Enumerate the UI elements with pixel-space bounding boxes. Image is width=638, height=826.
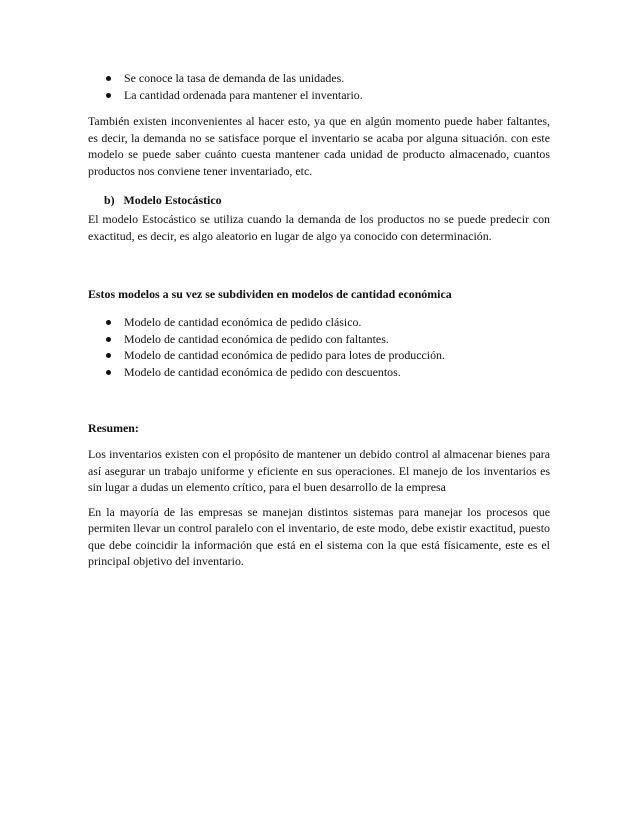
list-item: Modelo de cantidad económica de pedido para lotes de producción. (102, 347, 550, 364)
list-item: Modelo de cantidad económica de pedido clásico. (102, 314, 550, 331)
bullet-icon (106, 353, 111, 358)
bullet-icon (106, 337, 111, 342)
bullet-icon (106, 320, 111, 325)
list-item: Se conoce la tasa de demanda de las unidades. (102, 70, 550, 87)
resumen-paragraph-1: Los inventarios existen con el propósito de mantener un debido control al almacenar bienes para así asegurar un trabajo uniforme y eficiente en sus operaciones. El manejo de los inventarios es sin lugar a dudas un elemento crítico, para el buen desarrollo de la empresa (88, 446, 550, 495)
bullet-icon (106, 93, 111, 98)
list-item: Modelo de cantidad económica de pedido con faltantes. (102, 331, 550, 348)
inconvenientes-paragraph: También existen inconvenientes al hacer esto, ya que en algún momento puede haber faltantes, es decir, la demanda no se satisface porque el inventario se acaba por alguna situación. con este modelo se puede saber cuánto cuesta mantener cada unidad de producto almacenado, cuantos productos nos conviene tener inventariado, etc. (88, 114, 550, 178)
resumen-heading: Resumen: (88, 421, 139, 436)
resumen-paragraph-2: En la mayoría de las empresas se manejan distintos sistemas para manejar los procesos que permiten llevar un control paralelo con el inventario, de este modo, debe existir exactitud, puesto que debe coincidir la información que está en el sistema con la que está físicamente, este es el principal objetivo del inventario. (88, 504, 550, 569)
submodels-heading: Estos modelos a su vez se subdividen en modelos de cantidad económica (88, 287, 452, 302)
submodels-list (88, 314, 550, 380)
bullet-icon (106, 370, 111, 375)
list-item: La cantidad ordenada para mantener el inventario. (102, 87, 550, 104)
section-b-paragraph: El modelo Estocástico se utiliza cuando la demanda de los productos no se puede predecir con exactitud, es decir, es algo aleatorio en lugar de algo ya conocido con determinación. (88, 212, 550, 243)
requirements-list (88, 70, 550, 103)
section-b-heading: b) Modelo Estocástico (104, 192, 222, 207)
bullet-icon (106, 76, 111, 81)
list-item: Modelo de cantidad económica de pedido con descuentos. (102, 364, 550, 381)
document-page (88, 70, 550, 570)
